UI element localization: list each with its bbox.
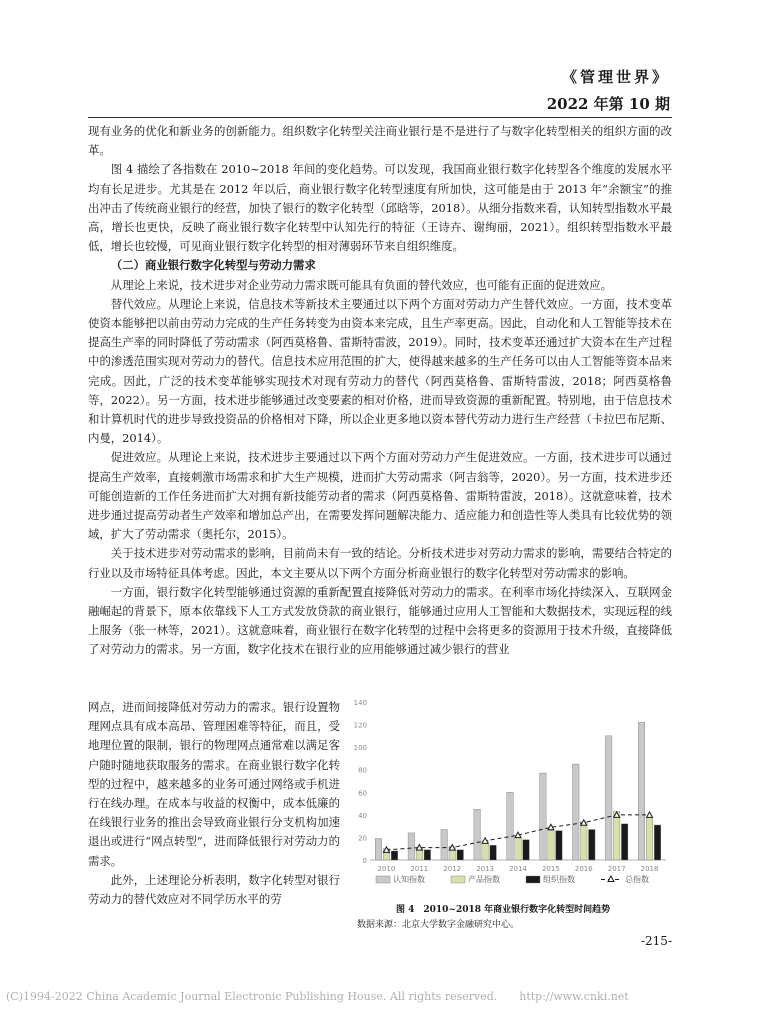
bar-产品指数 [581, 822, 588, 860]
y-tick-label: 60 [358, 789, 367, 798]
legend-swatch [451, 876, 465, 883]
figure-4 [348, 694, 676, 934]
point-总指数 [647, 812, 653, 818]
figure-caption: 图 4 2010~2018 年商业银行数字化转型时间趋势 [396, 905, 611, 915]
header-rule [88, 117, 672, 118]
bar-组织指数 [621, 824, 628, 860]
bar-组织指数 [490, 845, 497, 860]
bar-认知指数 [573, 764, 580, 860]
bar-组织指数 [654, 825, 661, 860]
y-tick-label: 140 [353, 699, 367, 707]
page-number: -215- [640, 934, 672, 948]
y-tick-label: 100 [353, 744, 367, 753]
legend-marker [608, 876, 614, 882]
paragraph: 促进效应。从理论上来说，技术进步主要通过以下两个方面对劳动力产生促进效应。一方面，技术进步可以通过提高生产效率，直接刺激市场需求和扩大生产规模，进而扩大劳动需求（阿吉翁等，2020）。另一方面，技术进步还可能创造新的工作任务进而扩大对拥有新技能劳动者的需求（阿西莫格鲁、雷斯特雷波，2018）。这就意味着，技术进步通过提高劳动者生产效率和增加总产出，在需要发挥问题解决能力、适应能力和创造性等人类具有比较优势的领域，扩大了劳动需求（奥托尔，2015）。 [88, 450, 672, 542]
bar-产品指数 [515, 837, 522, 860]
x-tick-label: 2013 [476, 865, 495, 873]
bar-产品指数 [613, 811, 620, 860]
bar-认知指数 [375, 839, 382, 860]
paragraph: 关于技术进步对劳动需求的影响，目前尚未有一致的结论。分析技术进步对劳动力需求的影响，需要结合特定的行业以及市场特征具体考虑。因此，本文主要从以下两个方面分析商业银行的数字化转型对劳动需求的影响。 [88, 546, 672, 580]
bar-chart [348, 694, 676, 900]
bar-组织指数 [523, 840, 530, 860]
bar-认知指数 [638, 722, 645, 860]
bar-认知指数 [507, 792, 514, 860]
bar-产品指数 [548, 831, 555, 860]
legend-label: 产品指数 [468, 875, 500, 884]
article-body [88, 122, 672, 660]
paragraph: 从理论上来说，技术进步对企业劳动力需求既可能具有负面的替代效应，也可能有正面的促进效应。 [110, 277, 612, 292]
legend-label: 组织指数 [543, 875, 575, 884]
figure-source: 数据来源：北京大学数字金融研究中心。 [357, 920, 520, 930]
paragraph: 替代效应。从理论上来说，信息技术等新技术主要通过以下两个方面对劳动力产生替代效应。一方面，技术变革使资本能够把以前由劳动力完成的生产任务转变为由资本来完成，且生产率更高。因此，自动化和人工智能等技术在提高生产率的同时降低了劳动需求（阿西莫格鲁、雷斯特雷波，2019）。同时，技术变革还通过扩大资本在生产过程中的渗透范围实现对劳动力的替代。信息技术应用范围的扩大，使得越来越多的生产任务可以由人工智能等资本品来完成。因此，广泛的技术变革能够实现技术对现有劳动力的替代（阿西莫格鲁、雷斯特雷波，2018；阿西莫格鲁等，2022）。另一方面，技术进步能够通过改变要素的相对价格，进而导致资源的重新配置。特别地，由于信息技术和计算机时代的进步导致投资品的价格相对下降，所以企业更多地以资本替代劳动力进行生产经营（卡拉巴布尼斯、内曼，2014）。 [88, 296, 672, 446]
x-tick-label: 2011 [410, 865, 429, 873]
wrapped-text [88, 698, 340, 909]
x-tick-label: 2014 [509, 865, 527, 873]
x-tick-label: 2017 [607, 865, 626, 873]
y-tick-label: 40 [358, 811, 367, 820]
bar-认知指数 [408, 833, 414, 860]
paragraph: 图 4 描绘了各指数在 2010~2018 年间的变化趋势。可以发现，我国商业银行数字化转型各个维度的发展水平均有长足进步。尤其是在 2012 年以后，商业银行数字化转型速度有所加快，这可能是由于 2013 年“余额宝”的推出冲击了传统商业银行的经营，加快了银行的数字化转型（邱晗等，2018）。从细分指数来看，认知转型指数水平最高，增长也更快，反映了商业银行数字化转型中认知先行的特征（王诗卉、谢绚丽，2021）。组织转型指数水平最低，增长也较慢，可见商业银行数字化转型的相对薄弱环节来自组织维度。 [88, 162, 672, 254]
bar-组织指数 [391, 851, 398, 860]
journal-title: 《管理世界》 [561, 68, 670, 86]
y-tick-label: 20 [358, 834, 367, 843]
bar-组织指数 [556, 831, 563, 860]
x-tick-label: 2010 [377, 865, 396, 873]
bar-认知指数 [474, 809, 481, 860]
bar-认知指数 [605, 736, 612, 860]
bar-认知指数 [441, 830, 448, 860]
paragraph: 现有业务的优化和新业务的创新能力。组织数字化转型关注商业银行是不是进行了与数字化转型相关的组织方面的改革。 [88, 124, 672, 158]
copyright-footer: (C)1994-2022 China Academic Journal Electronic Publishing House. All rights reserved. http://www.cnki.net [6, 990, 629, 1003]
bar-组织指数 [457, 850, 464, 860]
bar-组织指数 [589, 830, 596, 860]
bar-产品指数 [646, 817, 653, 860]
paragraph: 一方面，银行数字化转型能够通过资源的重新配置直接降低对劳动力的需求。在利率市场化持续深入、互联网金融崛起的背景下，原本依靠线下人工方式发放贷款的商业银行，能够通过应用人工智能和大数据技术，实现远程的线上服务（张一林等，2021）。这就意味着，商业银行在数字化转型的过程中会将更多的资源用于技术升级，直接降低了对劳动力的需求。另一方面，数字化技术在银行业的应用能够通过减少银行的营业 [88, 584, 672, 657]
x-tick-label: 2012 [443, 865, 462, 873]
y-tick-label: 0 [362, 857, 367, 865]
bar-认知指数 [540, 773, 547, 860]
paragraph: 网点，进而间接降低对劳动力的需求。银行设置物理网点具有成本高昂、管理困难等特征，而且，受地理位置的限制，银行的物理网点通常难以满足客户随时随地获取服务的需求。在商业银行数字化转型的过程中，越来越多的业务可通过网络或手机进行在线办理。在成本与收益的权衡中，成本低廉的在线银行业务的推出会导致商业银行分支机构加速退出或进行“网点转型”，进而降低银行对劳动力的需求。 [88, 700, 340, 868]
issue-number: 2022 年第 10 期 [546, 95, 670, 113]
paragraph: 此外，上述理论分析表明，数字化转型对银行劳动力的替代效应对不同学历水平的劳 [88, 872, 340, 907]
x-tick-label: 2015 [541, 865, 560, 873]
y-tick-label: 80 [358, 766, 367, 775]
x-tick-label: 2016 [574, 865, 593, 873]
y-tick-label: 120 [353, 721, 367, 730]
legend-swatch [526, 876, 540, 883]
legend-label: 认知指数 [393, 875, 425, 884]
legend-swatch [376, 876, 390, 883]
bar-组织指数 [424, 850, 431, 860]
section-heading: （二）商业银行数字化转型与劳动力需求 [110, 258, 316, 273]
legend-label: 总指数 [625, 875, 649, 884]
x-tick-label: 2018 [640, 865, 659, 873]
